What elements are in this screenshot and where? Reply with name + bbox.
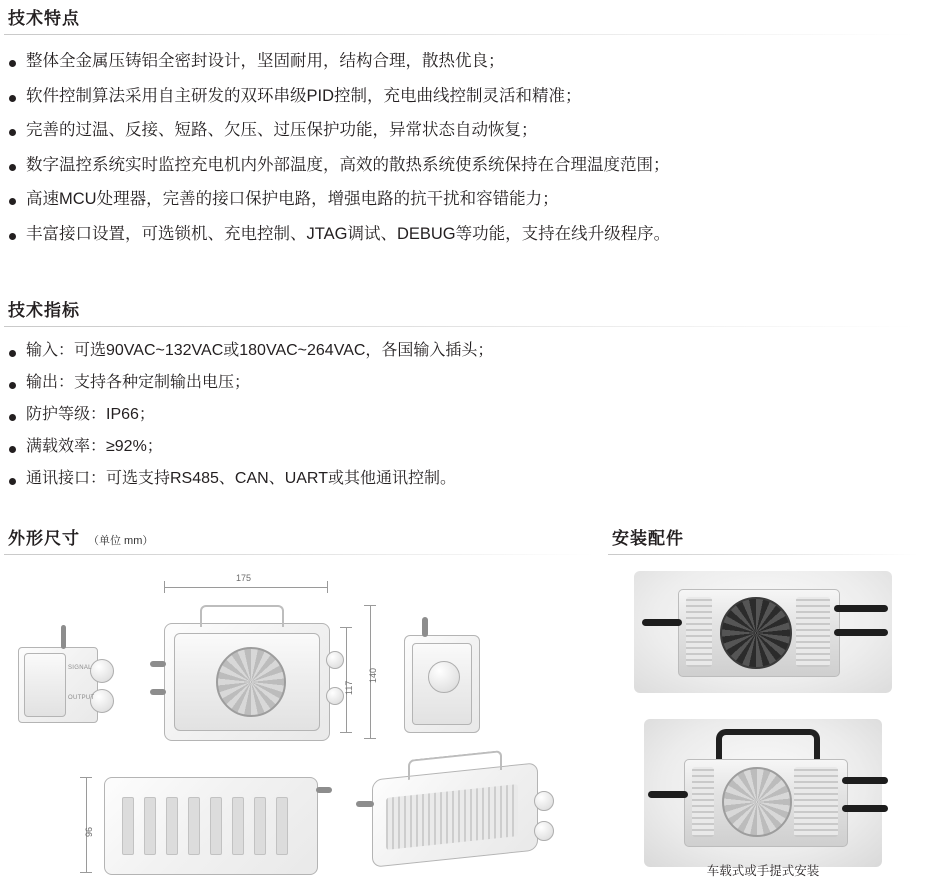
feature-text: 丰富接口设置，可选锁机、充电控制、JTAG调试、DEBUG等功能，支持在线升级程序。 <box>26 224 671 243</box>
specs-section <box>4 296 916 503</box>
photo-portable-charger <box>644 719 882 867</box>
heading-rule <box>4 326 916 327</box>
list-item <box>4 53 916 70</box>
specs-list <box>4 343 916 487</box>
dim-label-depth: 96 <box>84 826 94 837</box>
dimensions-section <box>4 524 594 885</box>
feature-text: 高速MCU处理器，完善的接口保护电路，增强电路的抗干扰和容错能力； <box>26 190 559 208</box>
list-item <box>4 343 916 359</box>
list-item <box>4 122 916 139</box>
list-item <box>4 157 916 174</box>
port-label-output: OUTPUT <box>68 695 95 701</box>
feature-text: 完善的过温、反接、短路、欠压、过压保护功能，异常状态自动恢复； <box>26 121 538 139</box>
specs-title: 技术指标 <box>8 301 80 320</box>
accessories-title: 安装配件 <box>612 529 684 548</box>
list-item <box>4 375 916 391</box>
list-item <box>4 226 916 243</box>
spec-text: 输入：可选90VAC~132VAC或180VAC~264VAC，各国输入插头； <box>26 342 494 359</box>
feature-text: 整体全金属压铸铝全密封设计，坚固耐用，结构合理，散热优良； <box>26 52 505 70</box>
specs-heading <box>4 296 916 327</box>
list-item <box>4 471 916 487</box>
dim-label-height-right: 140 <box>368 667 378 683</box>
accessories-caption: 车载式或手提式安装 <box>706 864 820 878</box>
accessories-heading <box>608 524 918 555</box>
accessory-photos <box>608 567 918 887</box>
heading-rule <box>4 554 594 555</box>
feature-text: 数字温控系统实时监控充电机内外部温度，高效的散热系统使系统保持在合理温度范围； <box>26 155 670 174</box>
spec-text: 满载效率：≥92%； <box>26 438 163 455</box>
dim-label-width: 175 <box>236 573 252 583</box>
photo-vehicle-mount-charger <box>634 571 892 693</box>
dimension-drawings <box>4 565 594 885</box>
dim-label-height-inner: 117 <box>344 680 354 695</box>
features-list <box>4 53 916 242</box>
feature-text: 软件控制算法采用自主研发的双环串级PID控制，充电曲线控制灵活和精准； <box>26 86 582 105</box>
heading-rule <box>4 34 916 35</box>
heading-rule <box>608 554 918 555</box>
features-section <box>4 4 916 260</box>
list-item <box>4 88 916 105</box>
features-heading <box>4 4 916 35</box>
accessories-section <box>608 524 918 887</box>
dimensions-heading <box>4 524 594 555</box>
spec-text: 防护等级：IP66； <box>26 406 155 423</box>
spec-text: 输出：支持各种定制输出电压； <box>26 374 251 391</box>
dimensions-unit-note: （单位 mm） <box>88 535 154 547</box>
port-label-signal: SIGNAL <box>68 665 92 671</box>
spec-text: 通讯接口：可选支持RS485、CAN、UART或其他通讯控制。 <box>26 470 456 487</box>
dimensions-title: 外形尺寸 <box>8 529 80 548</box>
list-item <box>4 407 916 423</box>
features-title: 技术特点 <box>8 9 80 28</box>
list-item <box>4 191 916 208</box>
list-item <box>4 439 916 455</box>
